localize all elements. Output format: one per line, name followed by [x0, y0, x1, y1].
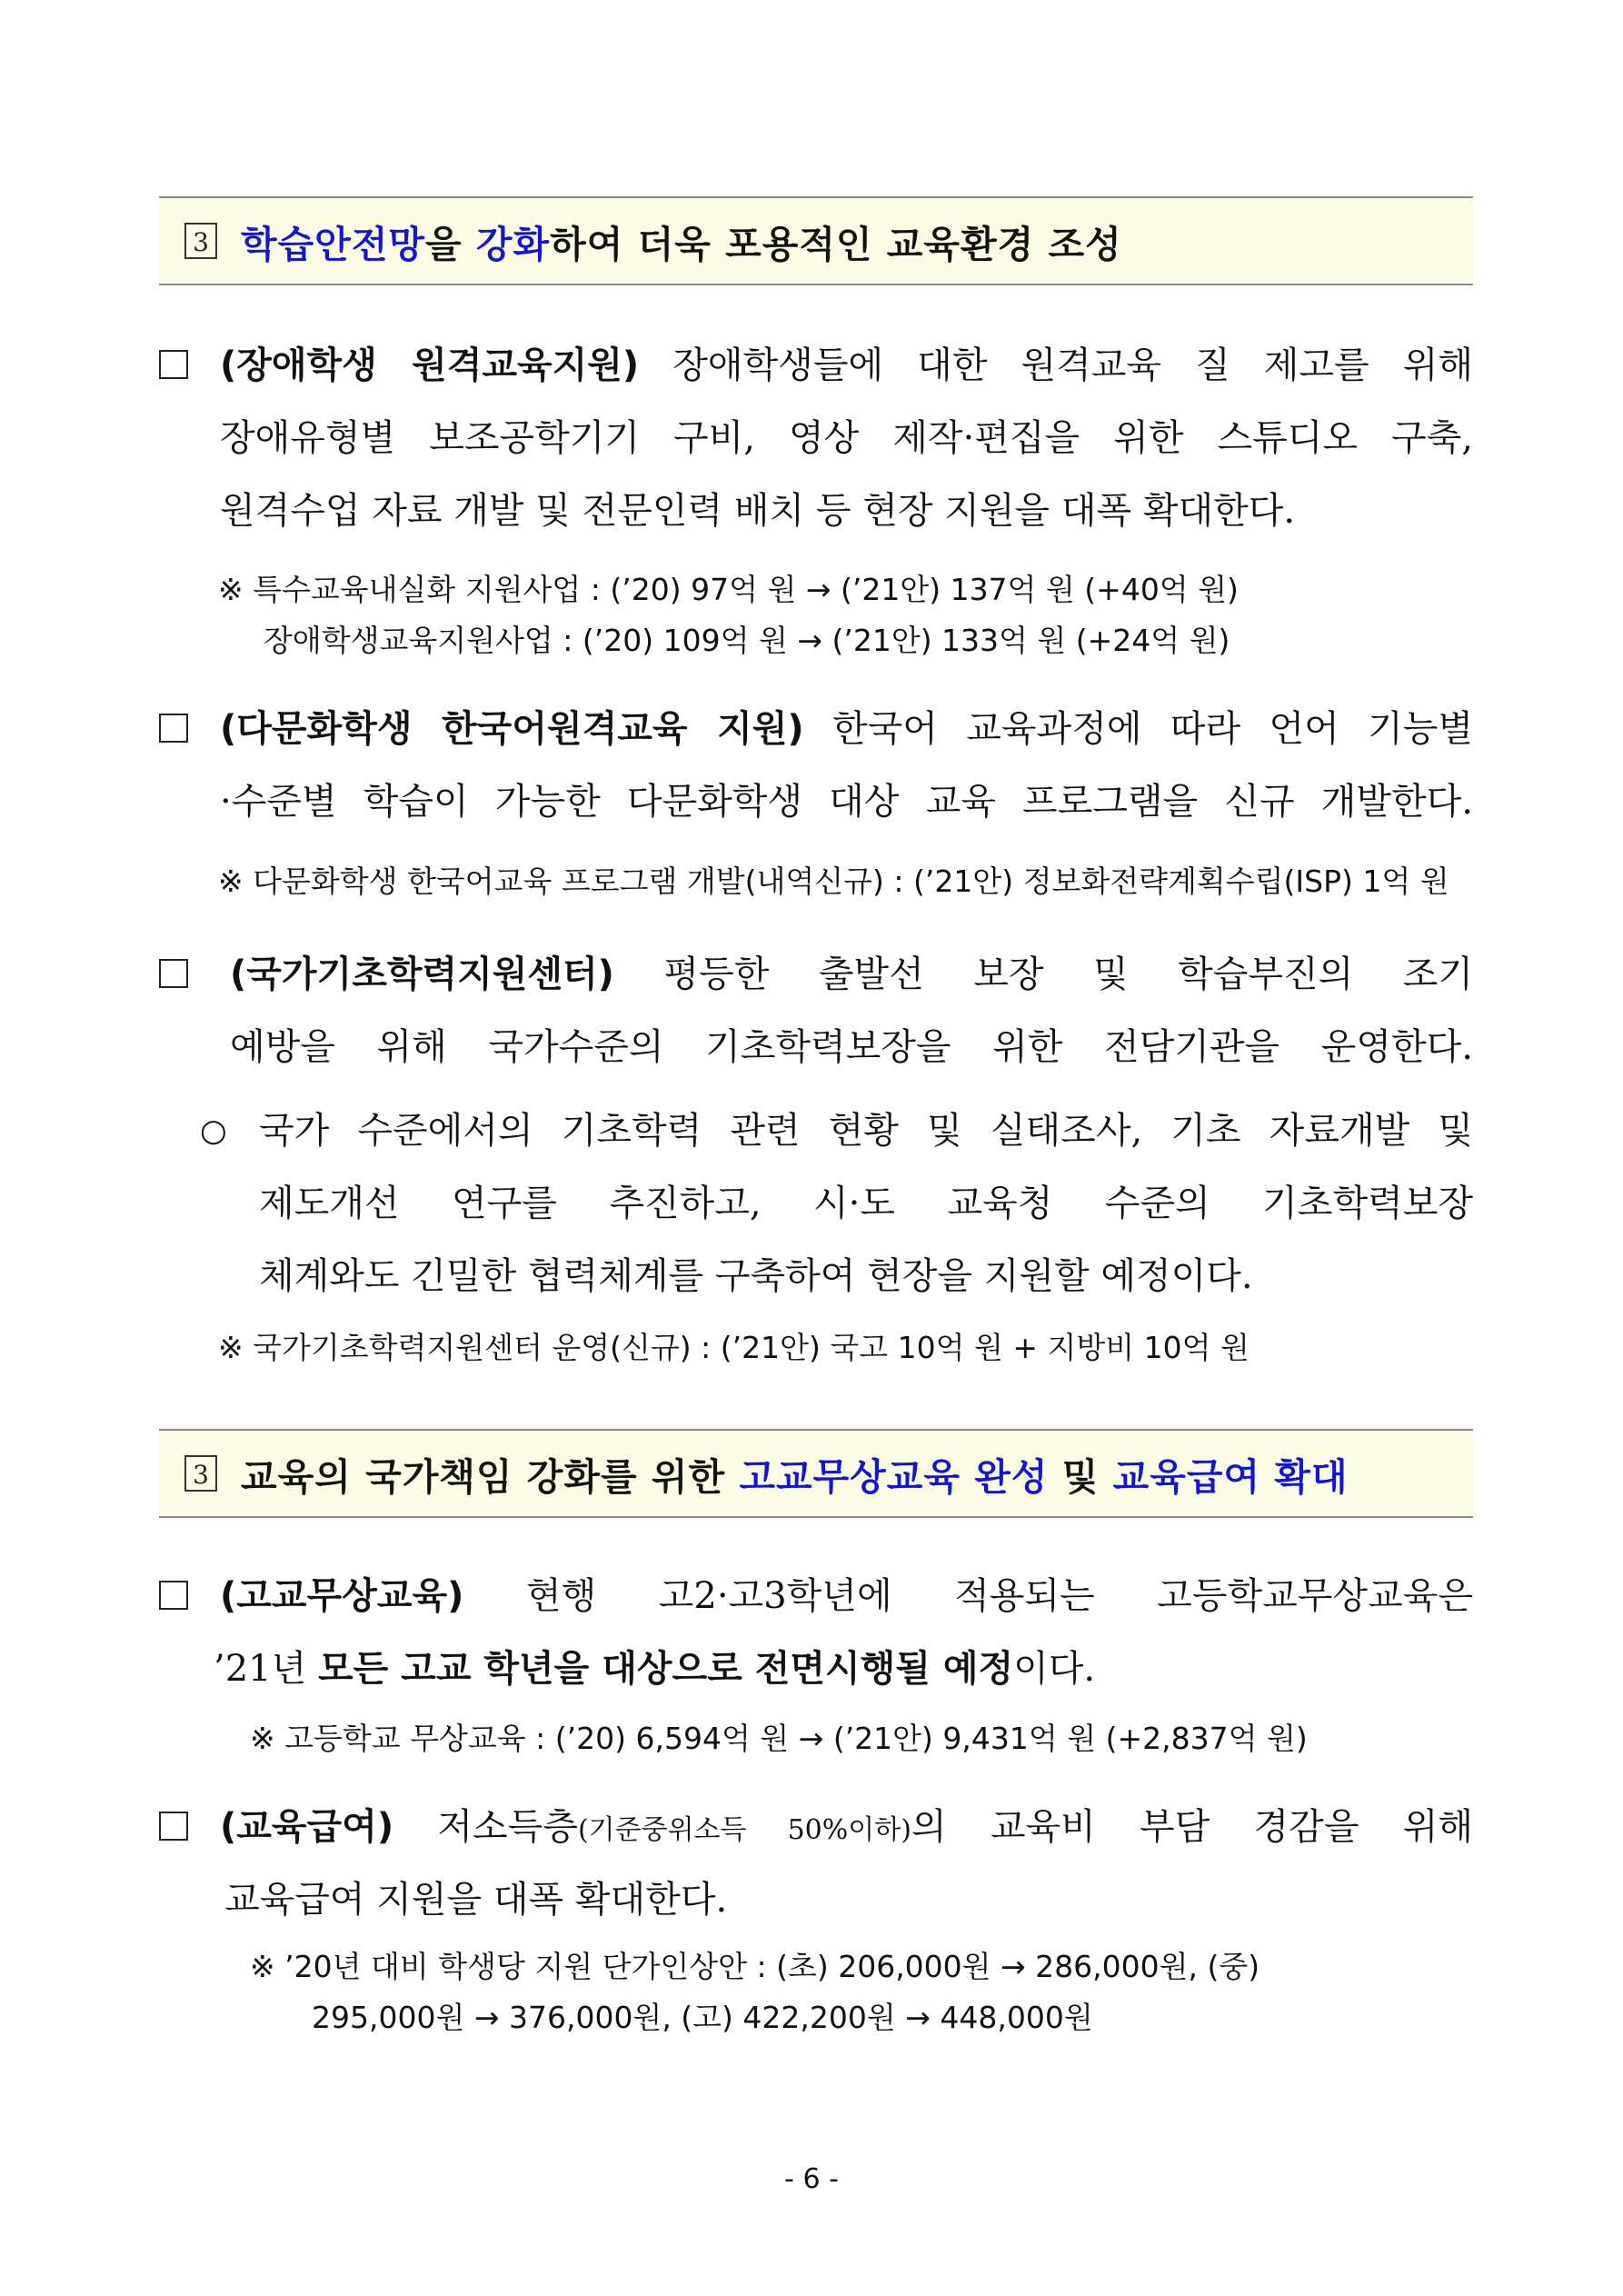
title-highlight: 고교무상교육 완성 [739, 1454, 1049, 1499]
item-text: 국가 수준에서의 기초학력 관련 현황 및 실태조사, 기초 자료개발 및 [259, 1110, 1473, 1152]
item-free-high-school [159, 1560, 1473, 1705]
item-emphasis: 모든 고교 학년을 대상으로 전면시행될 예정 [317, 1648, 1014, 1690]
item-text: 예방을 위해 국가수준의 기초학력보장을 위한 전담기관을 운영한다. [230, 1026, 1473, 1068]
item-text: ’21년 [214, 1648, 318, 1690]
item-text: 현행 고2·고3학년에 적용되는 고등학교무상교육은 [463, 1575, 1473, 1617]
item-multicultural-students [159, 693, 1473, 838]
checkbox-bullet [159, 959, 188, 988]
page-number: - 6 - [784, 2163, 839, 2195]
section-title [241, 215, 1122, 268]
note-block [250, 1713, 1308, 1764]
item-text: 이다. [1013, 1648, 1096, 1690]
title-highlight: 학습안전망 [241, 222, 426, 266]
circle-bullet: ○ [200, 1113, 227, 1149]
checkbox-bullet [159, 350, 188, 379]
item-text: 체계와도 긴밀한 협력체계를 구축하여 현장을 지원할 예정이다. [259, 1255, 1253, 1297]
item-label: (교육급여) [220, 1806, 394, 1848]
title-highlight: 교육급여 확대 [1112, 1454, 1349, 1499]
note-line: 295,000원 → 376,000원, (고) 422,200원 → 448,000원 [312, 2000, 1093, 2035]
note-line: ※ 고등학교 무상교육 : (’20) 6,594억 원 → (’21안) 9,431억 원 (+2,837억 원) [250, 1721, 1308, 1756]
note-line: ※ ’20년 대비 학생당 지원 단가인상안 : (초) 206,000원 → 286,000원, (중) [250, 1949, 1260, 1984]
note-line: ※ 특수교육내실화 지원사업 : (’20) 97억 원 → (’21안) 137억 원 (+40억 원) [218, 572, 1239, 607]
item-basic-skills-center [159, 938, 1473, 1313]
title-text: 을 [425, 222, 476, 266]
note-block [218, 564, 1239, 666]
item-label: (장애학생 원격교육지원) [220, 344, 640, 386]
item-text: 교육급여 지원을 대폭 확대한다. [224, 1879, 728, 1921]
checkbox-bullet [159, 1581, 188, 1610]
item-education-benefit [159, 1791, 1473, 1936]
item-text: ·수준별 학습이 가능한 다문화학생 대상 교육 프로그램을 신규 개발한다. [220, 781, 1473, 823]
title-text: 하여 더욱 포용적인 교육환경 조성 [550, 222, 1122, 266]
note-block [218, 856, 1449, 907]
note-line: ※ 국가기초학력지원센터 운영(신규) : (’21안) 국고 10억 원 + 지방비 10억 원 [218, 1330, 1250, 1365]
item-text: 제도개선 연구를 추진하고, 시·도 교육청 수준의 기초학력보장 [259, 1183, 1473, 1224]
item-text: 장애유형별 보조공학기기 구비, 영상 제작·편집을 위한 스튜디오 구축, [220, 417, 1473, 459]
note-block [250, 1942, 1473, 2043]
item-text: 원격수업 자료 개발 및 전문인력 배치 등 현장 지원을 대폭 확대한다. [220, 490, 1296, 532]
item-text: 장애학생들에 대한 원격교육 질 제고를 위해 [639, 344, 1473, 386]
section-header-1 [159, 196, 1473, 285]
note-block [218, 1323, 1250, 1373]
section-header-2 [159, 1429, 1473, 1518]
item-text-small: (기준중위소득 50%이하) [577, 1814, 911, 1846]
title-highlight: 강화 [475, 222, 551, 266]
title-text: 교육의 국가책임 강화를 위한 [241, 1454, 740, 1499]
item-text: 저소득층 [393, 1806, 578, 1848]
title-text: 및 [1048, 1454, 1113, 1499]
checkbox-bullet [159, 1812, 188, 1841]
checkbox-bullet [159, 714, 188, 743]
item-label: (다문화학생 한국어원격교육 지원) [220, 708, 804, 750]
section-title [241, 1447, 1349, 1501]
note-line: ※ 다문화학생 한국어교육 프로그램 개발(내역신규) : (’21안) 정보화전략계획수립(ISP) 1억 원 [218, 863, 1449, 899]
item-text: 평등한 출발선 보장 및 학습부진의 조기 [613, 953, 1473, 995]
item-text: 한국어 교육과정에 따라 언어 기능별 [803, 708, 1473, 750]
section-number: 3 [184, 223, 217, 259]
section-number: 3 [184, 1455, 217, 1492]
item-label: (국가기초학력지원센터) [230, 953, 614, 995]
note-line: 장애학생교육지원사업 : (’20) 109억 원 → (’21안) 133억 원 (+24억 원) [264, 623, 1230, 658]
item-label: (고교무상교육) [220, 1575, 464, 1617]
item-disabled-students [159, 329, 1473, 547]
item-text: 의 교육비 부담 경감을 위해 [911, 1806, 1473, 1848]
